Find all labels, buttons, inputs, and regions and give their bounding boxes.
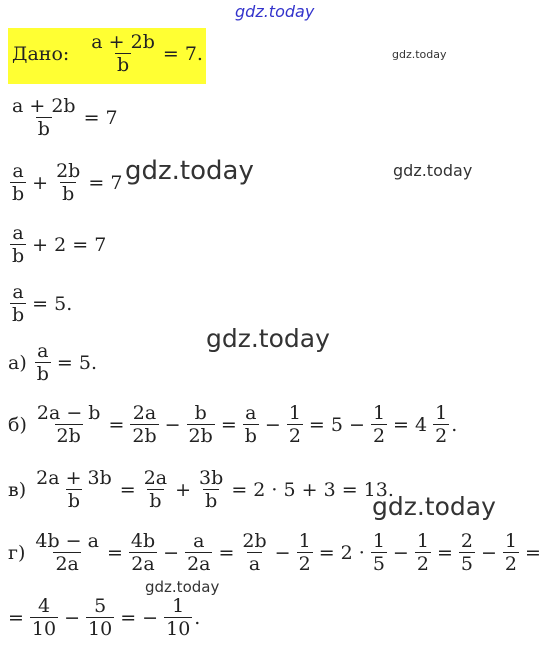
operator: = − [120, 606, 159, 629]
operator: = 2 · [318, 541, 365, 564]
step-4-rhs: = 5. [32, 292, 73, 315]
step-2-rhs: = 7 [88, 171, 123, 194]
fraction [187, 402, 215, 447]
operator: = [108, 413, 125, 436]
denominator: 2 [288, 425, 301, 447]
fraction [35, 340, 51, 385]
watermark-medium: gdz.today [393, 161, 473, 180]
denominator: 2b [132, 425, 157, 447]
part-a [8, 340, 101, 385]
operator: = [436, 541, 453, 564]
fraction [10, 222, 26, 267]
fraction [415, 530, 431, 575]
fraction [459, 530, 475, 575]
denominator: b [244, 425, 257, 447]
fraction [130, 402, 158, 447]
fraction [33, 530, 101, 575]
denominator: 10 [88, 618, 113, 640]
part-label: в) [8, 478, 27, 501]
numerator: 2b [56, 160, 81, 182]
fraction [185, 530, 212, 575]
watermark-large: gdz.today [125, 156, 254, 186]
part-a-rhs: = 5. [56, 351, 98, 374]
denominator: b [149, 490, 162, 512]
denominator: b [12, 304, 25, 326]
part-label: а) [8, 351, 27, 374]
denominator: 5 [460, 553, 473, 575]
fraction [287, 402, 303, 447]
step-3-rhs: + 2 = 7 [32, 233, 107, 256]
operator: = [106, 541, 123, 564]
numerator: 1 [416, 530, 429, 552]
given-denominator: b [116, 54, 130, 76]
fraction [86, 595, 114, 640]
given-fraction [89, 31, 157, 76]
numerator: 1 [172, 595, 185, 617]
operator: = 4 [393, 413, 428, 436]
fraction [30, 595, 58, 640]
numerator: 2a + 3b [36, 467, 112, 489]
numerator: 1 [372, 530, 385, 552]
numerator: 1 [288, 402, 301, 424]
part-label: г) [8, 541, 26, 564]
step-3 [8, 222, 110, 267]
numerator: 2b [242, 530, 267, 552]
part-v [8, 467, 398, 512]
fraction [10, 160, 26, 205]
denominator: 2 [504, 553, 517, 575]
denominator: 2b [188, 425, 213, 447]
step-2 [8, 160, 126, 205]
numerator: a [37, 340, 49, 362]
period: . [451, 413, 458, 436]
fraction [35, 402, 103, 447]
numerator: a [12, 281, 24, 303]
numerator: 1 [298, 530, 311, 552]
watermark-bottom: gdz.today [145, 578, 220, 596]
operator: − [274, 541, 291, 564]
fraction [371, 530, 387, 575]
fraction [197, 467, 225, 512]
given-rhs: = 7. [162, 42, 203, 65]
watermark-right: gdz.today [372, 492, 496, 521]
step-1 [8, 95, 122, 140]
given-line [12, 31, 207, 76]
numerator: 2a [143, 467, 168, 489]
operator: + [32, 171, 49, 194]
numerator: b [194, 402, 207, 424]
period: . [194, 606, 201, 629]
part-g [8, 530, 545, 575]
fraction [240, 530, 268, 575]
numerator: 1 [372, 402, 386, 424]
numerator: a [12, 222, 24, 244]
fraction [34, 467, 114, 512]
denominator: 2b [56, 425, 81, 447]
fraction [433, 402, 449, 447]
denominator: a [248, 553, 261, 575]
part-v-rhs: = 2 · 5 + 3 = 13. [231, 478, 394, 501]
watermark-small: gdz.today [392, 48, 447, 61]
fraction [371, 402, 387, 447]
given-numerator: a + 2b [91, 31, 155, 53]
denominator: b [36, 363, 49, 385]
part-g-continuation [8, 595, 200, 640]
numerator: 4b [130, 530, 156, 552]
watermark-top: gdz.today [235, 2, 315, 21]
operator: − [480, 541, 497, 564]
denominator: b [205, 490, 218, 512]
denominator: 10 [31, 618, 57, 640]
fraction [129, 530, 157, 575]
operator: − [64, 606, 81, 629]
operator: = [218, 541, 235, 564]
operator: − [163, 541, 180, 564]
denominator: 10 [166, 618, 191, 640]
fraction [297, 530, 313, 575]
operator: = 5 − [308, 413, 365, 436]
operator: − [264, 413, 281, 436]
denominator: 5 [372, 553, 385, 575]
denominator: b [37, 118, 50, 140]
fraction [503, 530, 519, 575]
numerator: 2 [460, 530, 473, 552]
denominator: 2 [298, 553, 311, 575]
numerator: 2a − b [36, 402, 101, 424]
denominator: 2 [416, 553, 429, 575]
given-label: Дано: [12, 42, 70, 65]
part-label: б) [8, 413, 27, 436]
numerator: 1 [504, 530, 517, 552]
numerator: 2a [132, 402, 157, 424]
denominator: 2 [435, 425, 448, 447]
numerator: 3b [199, 467, 224, 489]
operator: = [524, 541, 541, 564]
operator: = [119, 478, 136, 501]
fraction [142, 467, 169, 512]
denominator: b [62, 183, 75, 205]
operator: − [392, 541, 409, 564]
operator: = [220, 413, 237, 436]
operator: + [175, 478, 192, 501]
step-1-fraction [10, 95, 78, 140]
numerator: a [245, 402, 257, 424]
numerator: 5 [94, 595, 107, 617]
denominator: 2a [131, 553, 155, 575]
part-b [8, 402, 457, 447]
numerator: a [12, 160, 24, 182]
numerator: a [193, 530, 205, 552]
numerator: a + 2b [12, 95, 76, 117]
step-1-rhs: = 7 [83, 106, 118, 129]
fraction [243, 402, 259, 447]
numerator: 1 [435, 402, 448, 424]
step-4 [8, 281, 76, 326]
fraction [164, 595, 192, 640]
denominator: b [67, 490, 81, 512]
operator: = [8, 606, 24, 629]
denominator: b [12, 183, 25, 205]
fraction [54, 160, 82, 205]
fraction [10, 281, 26, 326]
numerator: 4b − a [35, 530, 99, 552]
denominator: 2 [372, 425, 386, 447]
denominator: 2a [55, 553, 79, 575]
watermark-center: gdz.today [206, 324, 330, 353]
numerator: 4 [37, 595, 51, 617]
denominator: b [12, 245, 25, 267]
denominator: 2a [187, 553, 211, 575]
operator: − [164, 413, 181, 436]
